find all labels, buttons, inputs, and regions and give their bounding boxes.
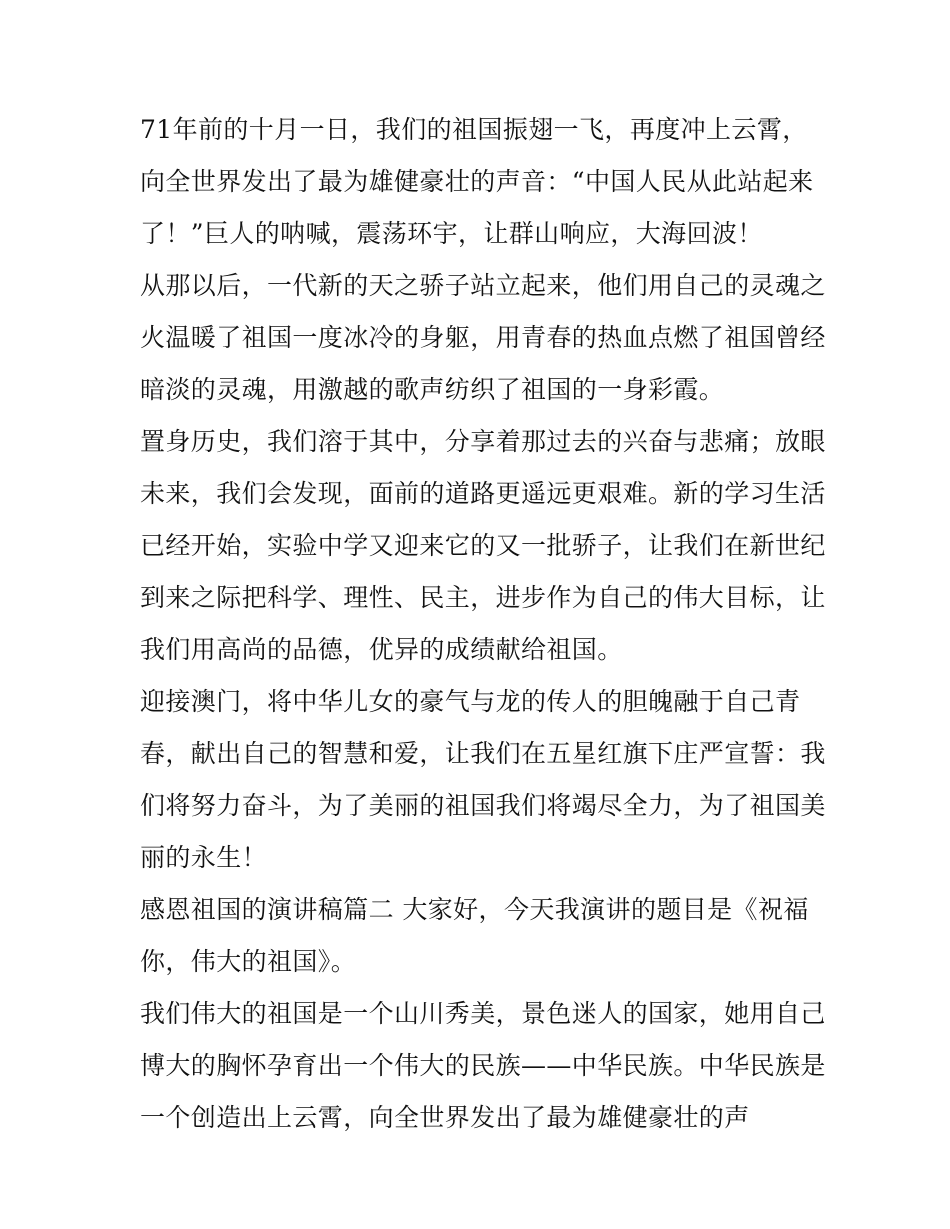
text-line: 了！”巨人的呐喊，震荡环宇，让群山响应，大海回波！ — [140, 219, 763, 248]
text-line: 71年前的十月一日，我们的祖国振翅一飞，再度冲上云霄， — [140, 115, 808, 144]
text-line: 我们用高尚的品德，优异的成绩献给祖国。 — [140, 635, 623, 664]
text-line: 火温暖了祖国一度冰冷的身躯，用青春的热血点燃了祖国曾经 — [140, 323, 826, 352]
text-line: 们将努力奋斗，为了美丽的祖国我们将竭尽全力，为了祖国美 — [140, 791, 826, 820]
text-line: 向全世界发出了最为雄健豪壮的声音：“中国人民从此站起来 — [140, 167, 814, 196]
text-line: 丽的永生！ — [140, 843, 268, 872]
text-line: 春，献出自己的智慧和爱，让我们在五星红旗下庄严宣誓：我 — [140, 739, 826, 768]
text-line: 一个创造出上云霄，向全世界发出了最为雄健豪壮的声 — [140, 1103, 750, 1132]
text-line: 从那以后，一代新的天之骄子站立起来，他们用自己的灵魂之 — [140, 271, 826, 300]
text-line: 我们伟大的祖国是一个山川秀美，景色迷人的国家，她用自己 — [140, 999, 826, 1028]
text-line: 博大的胸怀孕育出一个伟大的民族——中华民族。中华民族是 — [140, 1051, 826, 1080]
text-line: 未来，我们会发现，面前的道路更遥远更艰难。新的学习生活 — [140, 479, 826, 508]
text-line: 迎接澳门，将中华儿女的豪气与龙的传人的胆魄融于自己青 — [140, 687, 801, 716]
text-line: 已经开始，实验中学又迎来它的又一批骄子，让我们在新世纪 — [140, 531, 826, 560]
text-line: 感恩祖国的演讲稿篇二 大家好，今天我演讲的题目是《祝福 — [140, 895, 809, 924]
text-line: 暗淡的灵魂，用激越的歌声纺织了祖国的一身彩霞。 — [140, 375, 725, 404]
text-line: 你，伟大的祖国》。 — [140, 947, 357, 976]
text-line: 置身历史，我们溶于其中，分享着那过去的兴奋与悲痛；放眼 — [140, 427, 826, 456]
body-text — [140, 104, 826, 1144]
text-line: 到来之际把科学、理性、民主，进步作为自己的伟大目标，让 — [140, 583, 826, 612]
